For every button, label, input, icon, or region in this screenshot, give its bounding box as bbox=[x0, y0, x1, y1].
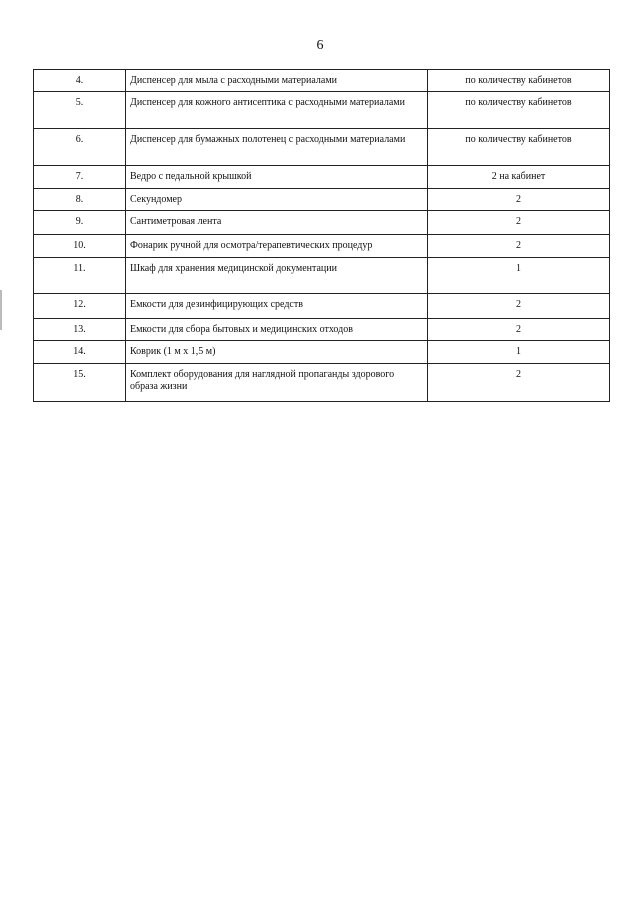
item-name: Секундомер bbox=[126, 189, 428, 211]
row-number: 4. bbox=[34, 70, 126, 92]
table-row bbox=[34, 341, 610, 364]
table-row bbox=[34, 258, 610, 294]
item-name: Ведро с педальной крышкой bbox=[126, 166, 428, 189]
item-name: Шкаф для хранения медицинской документации bbox=[126, 258, 428, 294]
page-number: 6 bbox=[316, 38, 324, 53]
item-name: Коврик (1 м х 1,5 м) bbox=[126, 341, 428, 364]
scan-margin-mark bbox=[0, 290, 2, 330]
row-number: 9. bbox=[34, 211, 126, 235]
item-name: Емкости для дезинфицирующих средств bbox=[126, 294, 428, 319]
item-name: Емкости для сбора бытовых и медицинских отходов bbox=[126, 319, 428, 341]
row-number: 11. bbox=[34, 258, 126, 294]
row-number: 10. bbox=[34, 235, 126, 258]
table-row bbox=[34, 166, 610, 189]
table-row bbox=[34, 129, 610, 166]
row-number: 13. bbox=[34, 319, 126, 341]
table-row bbox=[34, 294, 610, 319]
row-number: 6. bbox=[34, 129, 126, 166]
item-quantity: 1 bbox=[428, 258, 610, 294]
table-row bbox=[34, 92, 610, 129]
item-name: Диспенсер для кожного антисептика с расходными материалами bbox=[126, 92, 428, 129]
row-number: 8. bbox=[34, 189, 126, 211]
item-quantity: 2 bbox=[428, 294, 610, 319]
item-quantity: 2 bbox=[428, 235, 610, 258]
equipment-table bbox=[33, 69, 610, 402]
item-name: Комплект оборудования для наглядной пропаганды здорового образа жизни bbox=[126, 364, 428, 402]
item-quantity: по количеству кабинетов bbox=[428, 129, 610, 166]
item-name: Диспенсер для мыла с расходными материалами bbox=[126, 70, 428, 92]
table-row bbox=[34, 70, 610, 92]
item-quantity: 2 на кабинет bbox=[428, 166, 610, 189]
item-quantity: по количеству кабинетов bbox=[428, 92, 610, 129]
table-row bbox=[34, 211, 610, 235]
item-quantity: 2 bbox=[428, 319, 610, 341]
table-row bbox=[34, 189, 610, 211]
item-quantity: по количеству кабинетов bbox=[428, 70, 610, 92]
table-row bbox=[34, 235, 610, 258]
item-name: Диспенсер для бумажных полотенец с расходными материалами bbox=[126, 129, 428, 166]
row-number: 7. bbox=[34, 166, 126, 189]
row-number: 5. bbox=[34, 92, 126, 129]
row-number: 15. bbox=[34, 364, 126, 402]
item-quantity: 2 bbox=[428, 189, 610, 211]
item-quantity: 2 bbox=[428, 211, 610, 235]
item-name: Сантиметровая лента bbox=[126, 211, 428, 235]
row-number: 14. bbox=[34, 341, 126, 364]
table-row bbox=[34, 364, 610, 402]
row-number: 12. bbox=[34, 294, 126, 319]
item-name: Фонарик ручной для осмотра/терапевтических процедур bbox=[126, 235, 428, 258]
item-quantity: 2 bbox=[428, 364, 610, 402]
item-quantity: 1 bbox=[428, 341, 610, 364]
table-row bbox=[34, 319, 610, 341]
